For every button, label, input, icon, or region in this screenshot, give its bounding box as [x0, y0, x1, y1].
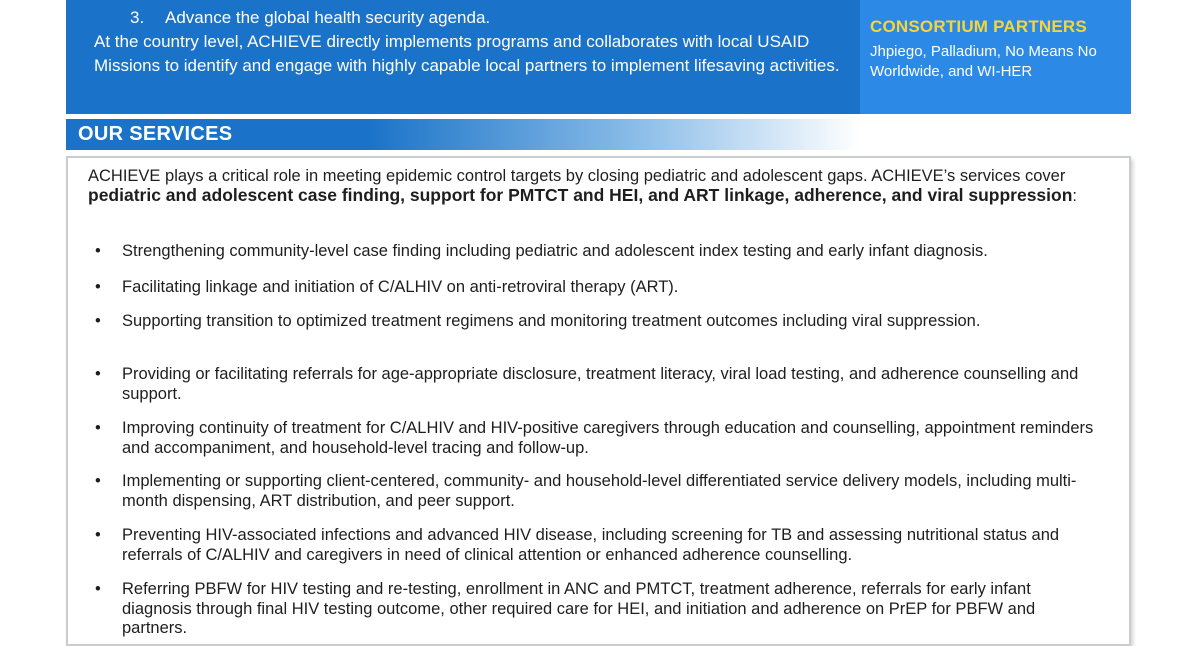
list-item — [95, 312, 1095, 332]
section-title: OUR SERVICES — [78, 123, 233, 145]
list-item-text: Supporting transition to optimized treatment regimens and monitoring treatment outcomes including viral suppression. — [122, 312, 981, 330]
bullet-icon: • — [95, 580, 101, 598]
bullet-icon: • — [95, 526, 101, 544]
list-item-text: Referring PBFW for HIV testing and re-testing, enrollment in ANC and PMTCT, treatment adherence, referrals for early infant diagnosis through final HIV testing outcome, other required care for HEI, and initiation and adherence on PrEP for PBFW and partners. — [122, 580, 1036, 637]
about-section — [66, 0, 860, 114]
consortium-partners-panel — [860, 0, 1131, 114]
list-item — [95, 526, 1095, 565]
intro-text: ACHIEVE plays a critical role in meeting epidemic control targets by closing pediatric and adolescent gaps. ACHIEVE’s services cover — [88, 167, 1066, 185]
list-item-text: Improving continuity of treatment for C/ALHIV and HIV-positive caregivers through education and counselling, appointment reminders and accompaniment, and household-level tracing and follow-up. — [122, 419, 1094, 457]
list-item-text: Advance the global health security agenda. — [165, 8, 491, 27]
list-item — [95, 365, 1095, 404]
our-services-header-bar — [66, 119, 860, 150]
bullet-icon: • — [95, 312, 101, 330]
partners-heading: CONSORTIUM PARTNERS — [870, 17, 1087, 36]
list-item-text: Providing or facilitating referrals for age-appropriate disclosure, treatment literacy, viral load testing, and adherence counselling and support. — [122, 365, 1079, 403]
intro-end: : — [1072, 187, 1077, 205]
list-item — [95, 419, 1095, 458]
list-item-text: Strengthening community-level case finding including pediatric and adolescent index testing and early infant diagnosis. — [122, 242, 988, 260]
bullet-icon: • — [95, 278, 101, 296]
list-number: 3. — [130, 8, 145, 27]
partners-list: Jhpiego, Palladium, No Means No Worldwide, and WI-HER — [870, 43, 1097, 80]
list-item — [95, 242, 1095, 262]
country-level-paragraph: At the country level, ACHIEVE directly implements programs and collaborates with local USAID Missions to identify and engage with highly capable local partners to implement lifesaving activities. — [94, 32, 840, 75]
list-item-text: Preventing HIV-associated infections and advanced HIV disease, including screening for TB and assessing nutritional status and referrals of C/ALHIV and caregivers in need of clinical attention or enhanced adherence counselling. — [122, 526, 1060, 564]
bullet-icon: • — [95, 419, 101, 437]
list-item-text: Implementing or supporting client-centered, community- and household-level differentiated service delivery models, including multi-month dispensing, ART distribution, and peer support. — [122, 472, 1077, 510]
intro-bold-text: pediatric and adolescent case finding, support for PMTCT and HEI, and ART linkage, adherence, and viral suppression — [88, 185, 1073, 205]
list-item — [95, 278, 1095, 298]
bullet-icon: • — [95, 242, 101, 260]
bullet-icon: • — [95, 472, 101, 490]
numbered-list-item — [130, 6, 490, 30]
list-item-text: Facilitating linkage and initiation of C/ALHIV on anti-retroviral therapy (ART). — [122, 278, 679, 296]
bullet-icon: • — [95, 365, 101, 383]
services-content-box — [66, 156, 1131, 646]
services-intro — [88, 167, 1128, 206]
list-item — [95, 472, 1095, 511]
